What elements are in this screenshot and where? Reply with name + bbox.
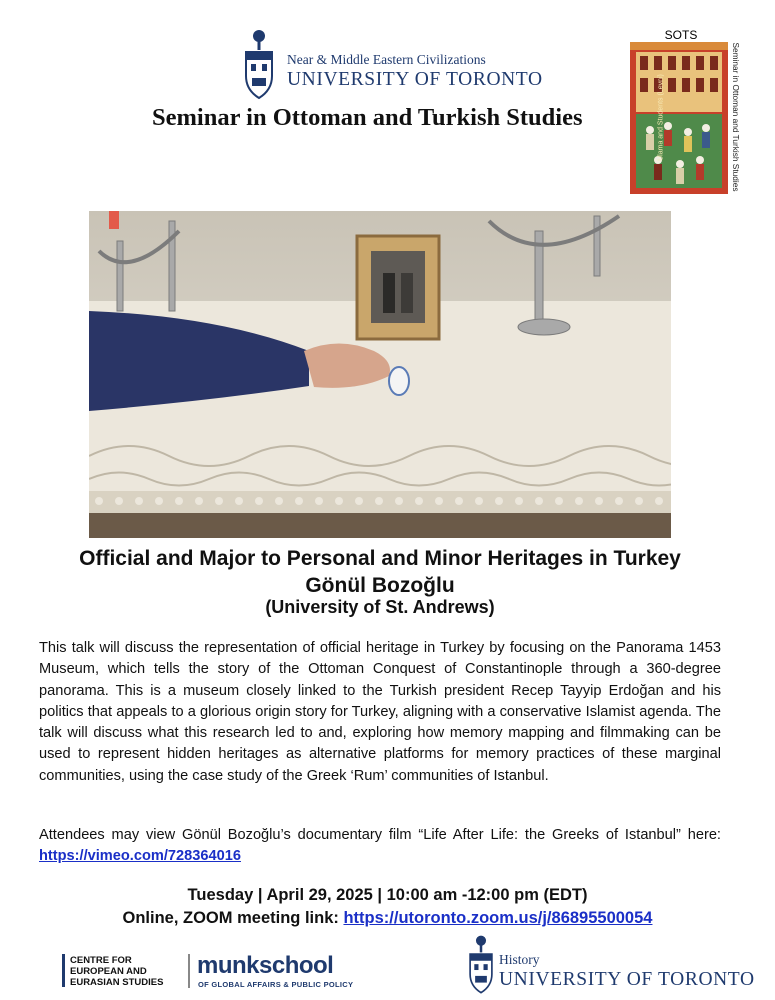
munk-school-subtitle: OF GLOBAL AFFAIRS & PUBLIC POLICY	[198, 980, 354, 989]
event-photo	[89, 211, 671, 538]
history-crest-logo	[467, 934, 495, 996]
department-name: Near & Middle Eastern Civilizations	[287, 52, 486, 67]
attendees-note	[39, 825, 721, 868]
sots-cover-text: Ulama and Students (Levni)	[657, 74, 665, 161]
speaker-affiliation: (University of St. Andrews)	[265, 597, 495, 617]
event-date-time: Tuesday | April 29, 2025 | 10:00 am -12:00 pm (EDT)	[187, 886, 588, 904]
sots-cover-caption	[630, 42, 728, 194]
ceas-line3: EURASIAN STUDIES	[70, 977, 164, 988]
ceas-line1: CENTRE FOR	[70, 955, 132, 966]
ceas-logo-bar	[62, 954, 65, 987]
talk-abstract: This talk will discuss the representation of official heritage in Turkey by focusing on the Panorama 1453 Museum, which tells the story of the Ottoman Conquest of Constantinople through a 360-degree panorama. This is a museum closely linked to the Turkish president Recep Tayyip Erdoğan and his politics that appeals to a glorious origin story for Turkey, aligning with a conservative Islamist agenda. The talk will discuss what this research led to and, exploring how memory mapping and filmmaking can be used to represent hidden heritages as alternative platforms for memory practices of these marginal communities, using the case study of the Greek ‘Rum’ communities of Istanbul.	[39, 640, 721, 784]
sots-side-label: Seminar in Ottoman and Turkish Studies	[731, 42, 741, 192]
uoft-crest-logo	[243, 28, 275, 102]
seminar-title: Seminar in Ottoman and Turkish Studies	[152, 104, 583, 131]
sots-side-text	[730, 44, 742, 194]
speaker-name: Gönül Bozoğlu	[305, 574, 455, 597]
ceas-logo	[70, 955, 163, 988]
history-university-name: UNIVERSITY OF TORONTO	[499, 969, 755, 990]
zoom-link[interactable]: https://utoronto.zoom.us/j/86895500054	[343, 909, 653, 927]
munk-school-logo: munkschool	[197, 952, 334, 979]
history-label: History	[499, 952, 540, 967]
zoom-link-line	[0, 909, 775, 928]
ceas-line2: EUROPEAN AND	[70, 966, 147, 977]
talk-title: Official and Major to Personal and Minor Heritages in Turkey	[79, 547, 681, 570]
sots-label: SOTS	[664, 28, 698, 42]
zoom-label: Online, ZOOM meeting link:	[122, 909, 339, 927]
university-name: UNIVERSITY OF TORONTO	[287, 69, 543, 90]
munk-divider	[188, 954, 190, 988]
attendees-text: Attendees may view Gönül Bozoğlu’s documentary film “Life After Life: the Greeks of Istanbul” here:	[39, 827, 721, 843]
vimeo-link[interactable]: https://vimeo.com/728364016	[39, 848, 241, 865]
